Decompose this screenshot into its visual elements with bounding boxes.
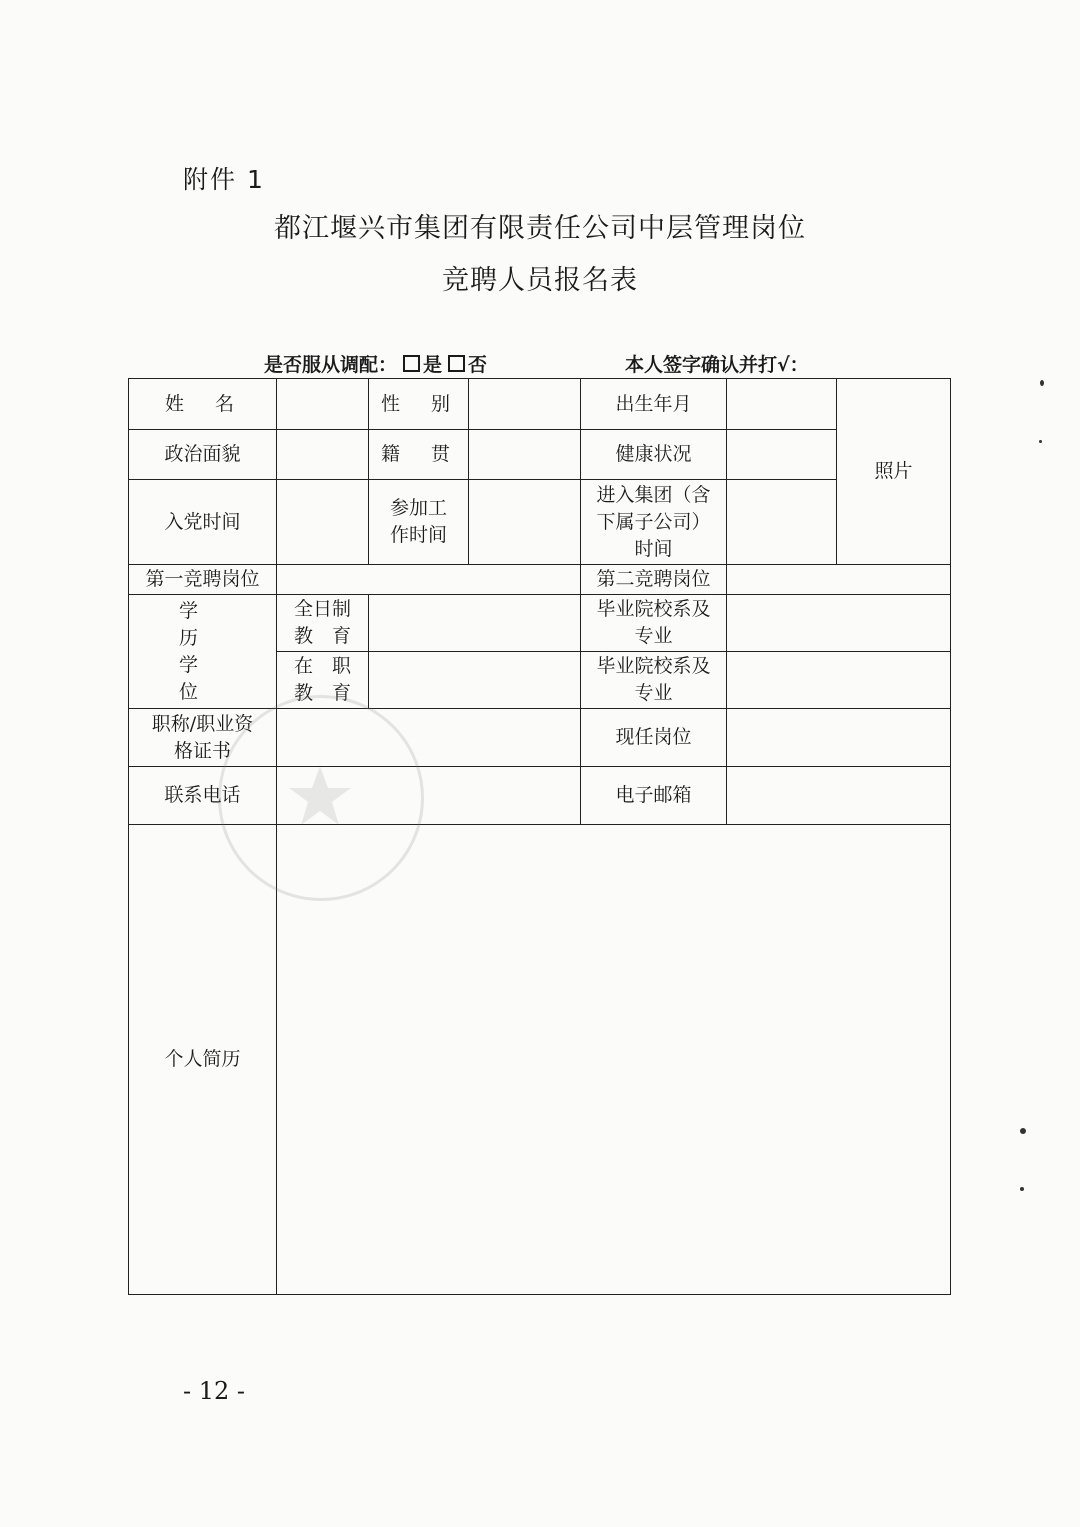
yes-checkbox[interactable] bbox=[403, 355, 420, 372]
form-title-line-2: 竞聘人员报名表 bbox=[442, 265, 638, 296]
scan-speck bbox=[1040, 380, 1044, 386]
political-field[interactable] bbox=[277, 430, 369, 480]
title-cert-field[interactable] bbox=[277, 709, 581, 767]
assignment-preference bbox=[264, 350, 487, 377]
attachment-label: 附件 1 bbox=[183, 165, 265, 194]
school-major-field[interactable] bbox=[727, 595, 951, 652]
name-field[interactable] bbox=[277, 379, 369, 430]
fulltime-label: 全日制 教 育 bbox=[277, 595, 369, 652]
email-label: 电子邮箱 bbox=[581, 767, 727, 825]
inservice-label: 在 职 教 育 bbox=[277, 652, 369, 709]
no-checkbox[interactable] bbox=[448, 355, 465, 372]
political-label: 政治面貌 bbox=[129, 430, 277, 480]
native-label: 籍 贯 bbox=[369, 430, 469, 480]
gender-field[interactable] bbox=[469, 379, 581, 430]
work-start-field[interactable] bbox=[469, 480, 581, 565]
inservice-field[interactable] bbox=[369, 652, 581, 709]
resume-field[interactable] bbox=[277, 825, 951, 1295]
scan-speck bbox=[1039, 440, 1042, 443]
native-field[interactable] bbox=[469, 430, 581, 480]
education-degree-label: 学 历 学 位 bbox=[129, 595, 277, 709]
name-label: 姓 名 bbox=[129, 379, 277, 430]
scan-speck bbox=[1020, 1187, 1024, 1191]
assignment-preference-label: 是否服从调配： bbox=[264, 354, 398, 376]
title-cert-label: 职称/职业资格证书 bbox=[129, 709, 277, 767]
signature-confirm-label: 本人签字确认并打√： bbox=[625, 354, 809, 376]
scan-speck bbox=[1020, 1128, 1026, 1134]
phone-field[interactable] bbox=[277, 767, 581, 825]
fulltime-field[interactable] bbox=[369, 595, 581, 652]
phone-label: 联系电话 bbox=[129, 767, 277, 825]
position2-label: 第二竞聘岗位 bbox=[581, 565, 727, 595]
current-post-label: 现任岗位 bbox=[581, 709, 727, 767]
registration-form-table bbox=[128, 378, 951, 1295]
health-label: 健康状况 bbox=[581, 430, 727, 480]
position1-label: 第一竞聘岗位 bbox=[129, 565, 277, 595]
yes-label: 是 bbox=[423, 354, 443, 376]
current-post-field[interactable] bbox=[727, 709, 951, 767]
form-title-line-1: 都江堰兴市集团有限责任公司中层管理岗位 bbox=[274, 213, 806, 244]
gender-label: 性 别 bbox=[369, 379, 469, 430]
birth-label: 出生年月 bbox=[581, 379, 727, 430]
position2-field[interactable] bbox=[727, 565, 951, 595]
group-join-label: 进入集团（含下属子公司）时间 bbox=[581, 480, 727, 565]
resume-label: 个人简历 bbox=[129, 825, 277, 1295]
page-number: - 12 - bbox=[183, 1377, 246, 1405]
group-join-field[interactable] bbox=[727, 480, 837, 565]
school-major2-field[interactable] bbox=[727, 652, 951, 709]
photo-box[interactable]: 照片 bbox=[837, 379, 951, 565]
school-major-label: 毕业院校系及专业 bbox=[581, 595, 727, 652]
party-join-label: 入党时间 bbox=[129, 480, 277, 565]
birth-field[interactable] bbox=[727, 379, 837, 430]
work-start-label: 参加工作时间 bbox=[369, 480, 469, 565]
school-major2-label: 毕业院校系及专业 bbox=[581, 652, 727, 709]
party-join-field[interactable] bbox=[277, 480, 369, 565]
no-label: 否 bbox=[468, 354, 488, 376]
email-field[interactable] bbox=[727, 767, 951, 825]
health-field[interactable] bbox=[727, 430, 837, 480]
position1-field[interactable] bbox=[277, 565, 581, 595]
